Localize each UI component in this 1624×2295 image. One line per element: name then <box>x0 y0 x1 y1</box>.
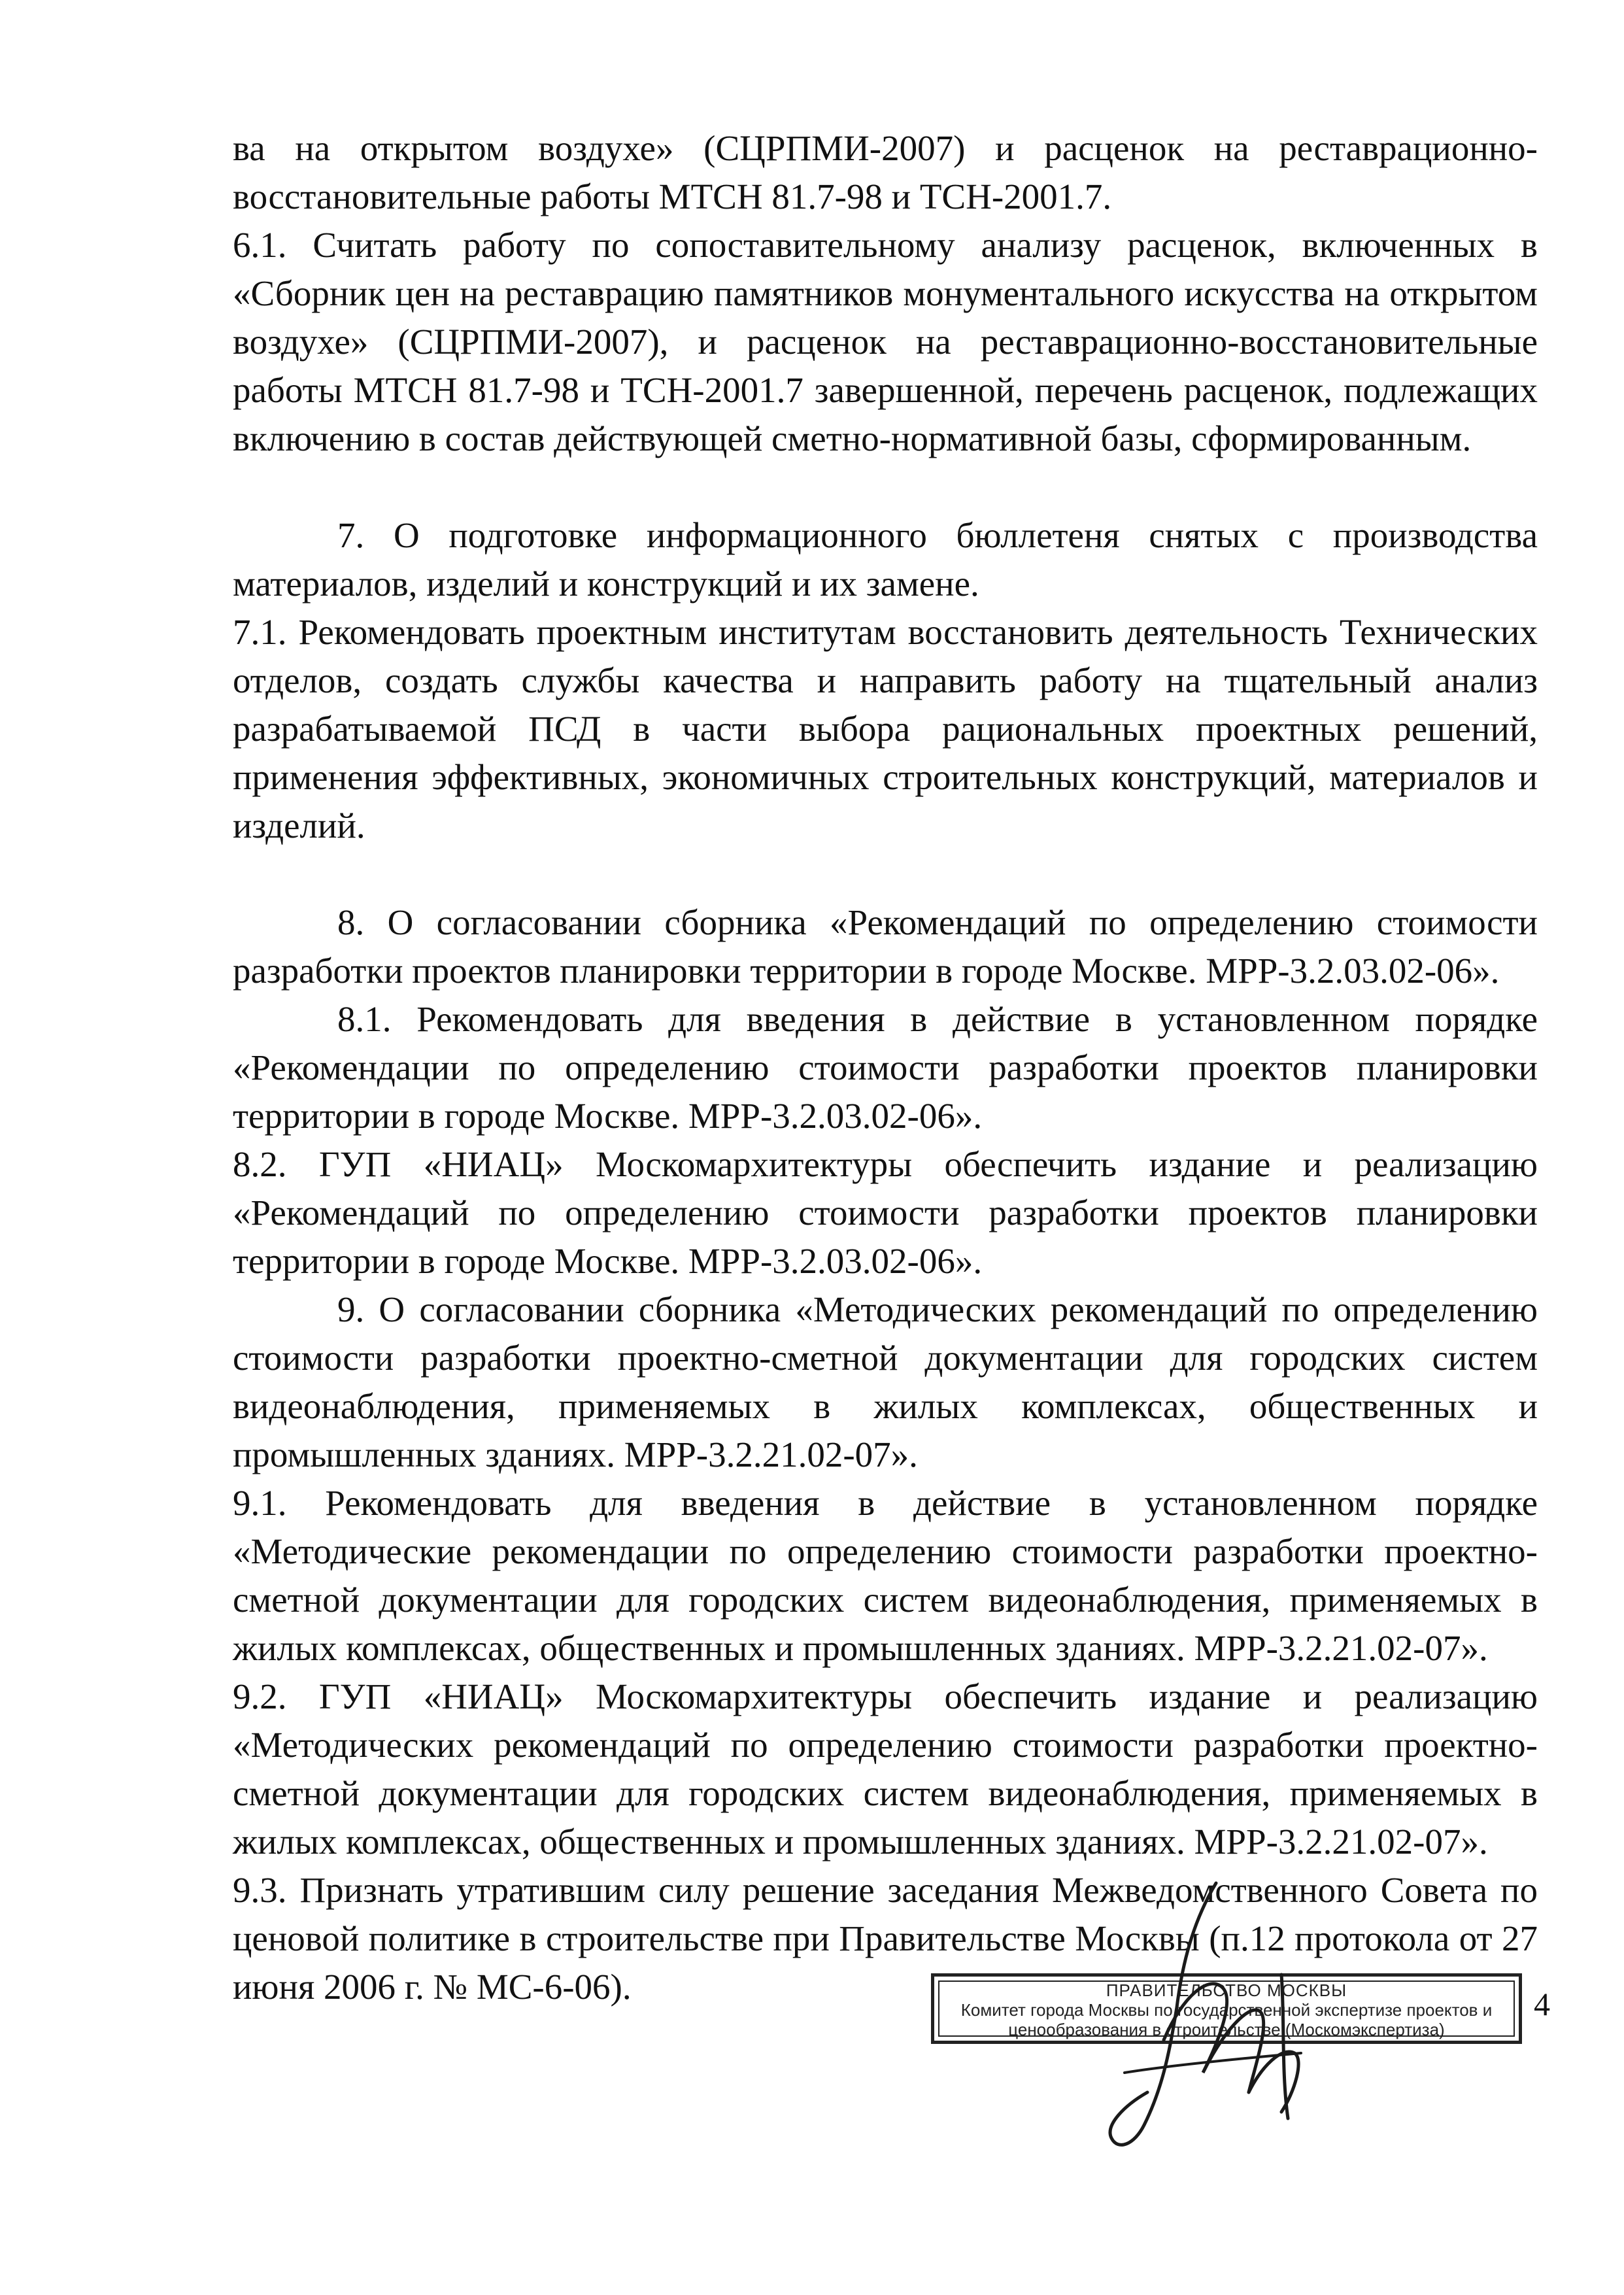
paragraph-8: 8. О согласовании сборника «Рекомендаций по определению стоимости разработки проектов планировки территории в городе Москве. МРР-3.2.03.02-06». <box>233 902 1538 991</box>
page-number: 4 <box>1534 1986 1550 2022</box>
paragraph-7: 7. О подготовке информационного бюллетеня снятых с производства материалов, изделий и конструкций и их замене. <box>233 515 1538 604</box>
stamp-line-1: ПРАВИТЕЛЬСТВО МОСКВЫ <box>1106 1980 1347 2000</box>
paragraph-6-1: 6.1. Считать работу по сопоставительному анализу расценок, включенных в «Сборник цен на реставрацию памятников монументального искусства на открытом воздухе» (СЦРПМИ-2007), и расценок на реставрационно-восстановительные работы МТСН 81.7-98 и ТСН-2001.7 завершенной, перечень расценок, подлежащих включению в состав действующей сметно-нормативной базы, сформированным. <box>233 225 1538 458</box>
paragraph-9-1: 9.1. Рекомендовать для введения в действие в установленном порядке «Методические рекомендации по определению стоимости разработки проектно-сметной документации для городских систем видеонаблюдения, применяемых в жилых комплексах, общественных и промышленных зданиях. МРР-3.2.21.02-07». <box>233 1483 1538 1668</box>
paragraph-8-1: 8.1. Рекомендовать для введения в действие в установленном порядке «Рекомендации по определению стоимости разработки проектов планировки территории в городе Москве. МРР-3.2.03.02-06». <box>233 999 1538 1136</box>
paragraph-8-2: 8.2. ГУП «НИАЦ» Москомархитектуры обеспечить издание и реализацию «Рекомендаций по определению стоимости разработки проектов планировки территории в городе Москве. МРР-3.2.03.02-06». <box>233 1144 1538 1281</box>
handwritten-signature-icon <box>1085 1877 1321 2164</box>
stamp-line-3: ценообразования в строительстве (Москомэкспертиза) <box>1008 2020 1445 2039</box>
paragraph-6-continuation: ва на открытом воздухе» (СЦРПМИ-2007) и расценок на реставрационно-восстановительные работы МТСН 81.7-98 и ТСН-2001.7. <box>233 128 1538 216</box>
paragraph-7-1: 7.1. Рекомендовать проектным институтам восстановить деятельность Технических отделов, создать службы качества и направить работу на тщательный анализ разрабатываемой ПСД в части выбора рациональных проектных решений, применения эффективных, экономичных строительных конструкций, материалов и изделий. <box>233 612 1538 845</box>
paragraph-gap <box>233 850 1538 898</box>
paragraph-gap <box>233 463 1538 511</box>
paragraph-9: 9. О согласовании сборника «Методических рекомендаций по определению стоимости разработки проектно-сметной документации для городских систем видеонаблюдения, применяемых в жилых комплексах, общественных и промышленных зданиях. МРР-3.2.21.02-07». <box>233 1289 1538 1474</box>
document-body <box>233 124 1538 2011</box>
paragraph-9-2: 9.2. ГУП «НИАЦ» Москомархитектуры обеспечить издание и реализацию «Методических рекомендаций по определению стоимости разработки проектно-сметной документации для городских систем видеонаблюдения, применяемых в жилых комплексах, общественных и промышленных зданиях. МРР-3.2.21.02-07». <box>233 1676 1538 1862</box>
paragraph-9-3: 9.3. Признать утратившим силу решение заседания Межведомственного Совета по ценовой политике в строительстве при Правительстве Москвы (п.12 протокола от 27 июня 2006 г. № МС-6-06). <box>233 1870 1538 2007</box>
stamp-line-2: Комитет города Москвы по государственной экспертизе проектов и <box>960 2000 1493 2020</box>
